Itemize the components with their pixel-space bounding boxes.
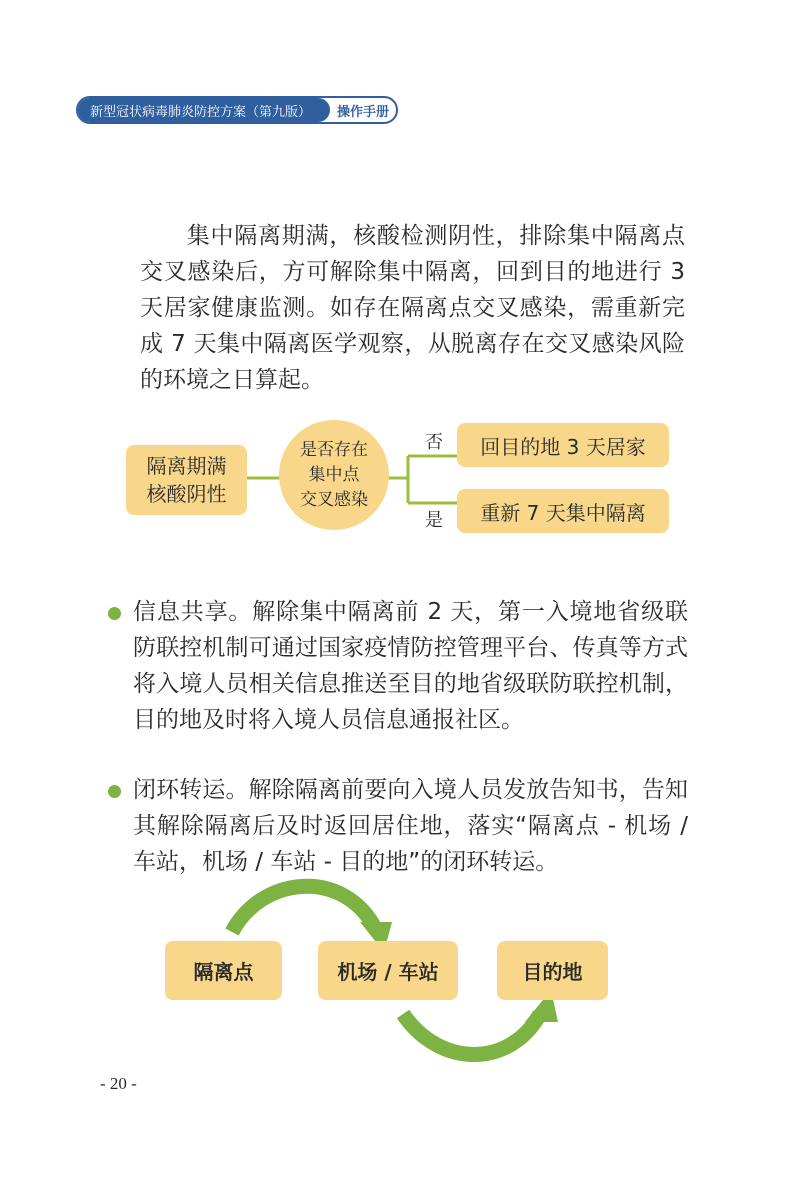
bullet-text: 闭环转运。解除隔离前要向入境人员发放告知书，告知其解除隔离后及时返回居住地，落实“隔离点 - 机场 / 车站，机场 / 车站 - 目的地”的闭环转运。 bbox=[133, 777, 688, 875]
page-number: - 20 - bbox=[100, 1074, 137, 1093]
decision-line1: 是否存在 bbox=[300, 439, 368, 460]
header-title: 新型冠状病毒肺炎防控方案（第九版） bbox=[78, 98, 330, 122]
no-label: 否 bbox=[425, 432, 443, 453]
header-section: 操作手册 bbox=[336, 104, 389, 120]
arc-arrow-bottom bbox=[403, 1014, 540, 1055]
step-quarantine-site: 隔离点 bbox=[165, 941, 282, 1000]
decision-line2: 集中点 bbox=[308, 464, 360, 485]
yes-label: 是 bbox=[425, 510, 443, 531]
start-node-line1: 隔离期满 bbox=[146, 454, 227, 478]
body-paragraph-text: 集中隔离期满，核酸检测阴性，排除集中隔离点交叉感染后，方可解除集中隔离，回到目的地进行 3 天居家健康监测。如存在隔离点交叉感染，需重新完成 7 天集中隔离医学观察，从脱离存在交叉感染风险的环境之日算起。 bbox=[140, 223, 685, 393]
step-destination: 目的地 bbox=[497, 941, 608, 1000]
bullet-text: 信息共享。解除集中隔离前 2 天，第一入境地省级联防联控机制可通过国家疫情防控管理平台、传真等方式将入境人员相关信息推送至目的地省级联防联控机制，目的地及时将入境人员信息通报社区。 bbox=[133, 599, 688, 733]
step-airport-station: 机场 / 车站 bbox=[318, 941, 458, 1000]
arc-arrow-top bbox=[232, 886, 376, 932]
no-result-node: 回目的地 3 天居家 bbox=[457, 423, 669, 467]
yes-result-node: 重新 7 天集中隔离 bbox=[457, 489, 669, 533]
start-node-line2: 核酸阴性 bbox=[146, 482, 227, 506]
decision-line3: 交叉感染 bbox=[300, 489, 368, 510]
